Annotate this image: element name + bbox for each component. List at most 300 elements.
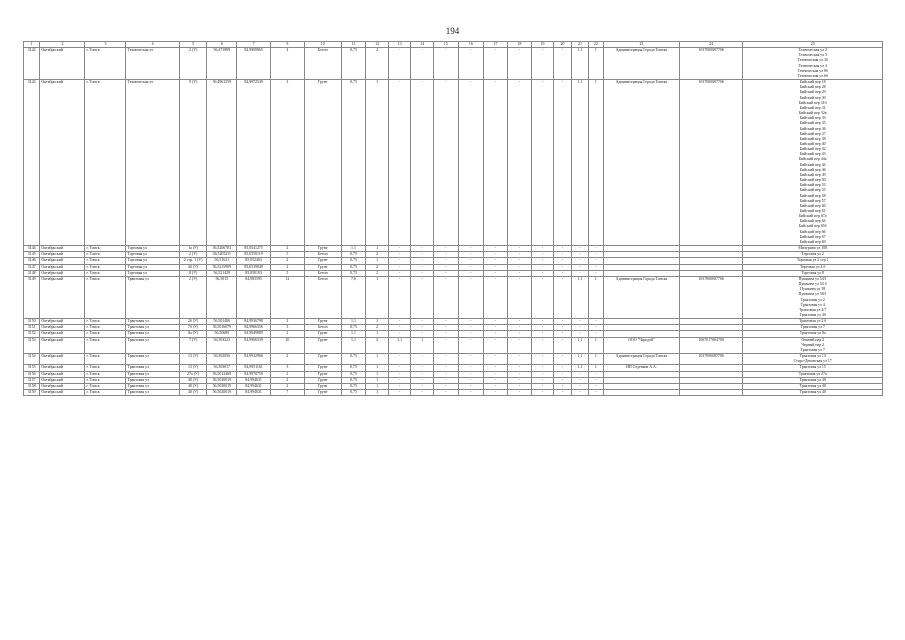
table-cell: 0,75 — [341, 258, 366, 264]
table-cell: Бетон — [304, 270, 341, 276]
table-cell: г. Томск — [85, 377, 126, 383]
table-cell: г. Томск — [85, 246, 126, 252]
table-cell: 56,521429 — [207, 270, 237, 276]
address-item: Бийский пер 57 — [799, 198, 826, 203]
table-cell: Трактовая ул — [126, 276, 179, 318]
table-cell: - — [388, 365, 411, 371]
table-cell: 0,75 — [341, 383, 366, 389]
table-cell: 5 — [270, 252, 304, 258]
address-item: Трактовая ул 4 — [800, 302, 825, 307]
table-cell: 1 — [366, 331, 389, 337]
table-cell: 2 стр. 1 (У) — [179, 258, 207, 264]
address-item: Трактовая ул 13 — [799, 354, 826, 359]
address-item: Бийский пер 37 — [799, 131, 826, 136]
table-cell: 56,503017 — [207, 365, 237, 371]
table-cell: 3145 — [24, 252, 40, 258]
table-cell: Техническая ул — [126, 80, 179, 246]
table-cell: - — [484, 383, 508, 389]
table-cell: 56,5016079 — [207, 325, 237, 331]
table-cell: - — [553, 319, 571, 325]
table-row — [24, 276, 883, 318]
table-cell: - — [388, 354, 411, 365]
table-cell: - — [388, 48, 411, 80]
table-cell: Торговая ул — [126, 264, 179, 270]
table-cell: - — [553, 80, 571, 246]
table-cell: - — [458, 325, 484, 331]
table-cell: - — [433, 371, 458, 377]
table-cell: - — [572, 319, 588, 325]
table-cell: 1 — [366, 377, 389, 383]
table-cell: 1 — [588, 276, 603, 318]
table-cell: - — [572, 325, 588, 331]
address-item: Трактовая ул 4б — [799, 312, 826, 317]
address-item: Пушкина ул 54 б — [798, 282, 827, 287]
table-cell: - — [458, 337, 484, 353]
table-cell: Октябрьский — [40, 331, 85, 337]
table-cell: - — [458, 319, 484, 325]
table-cell: 56,502056 — [207, 354, 237, 365]
header-cell: 16 — [458, 42, 484, 48]
table-cell: - — [507, 80, 532, 246]
header-cell: 4 — [126, 42, 179, 48]
table-cell: Грунт — [304, 354, 341, 365]
table-cell: - — [588, 377, 603, 383]
table-cell: - — [553, 383, 571, 389]
table-cell: 3142 — [24, 48, 40, 80]
table-cell: 0,75 — [341, 48, 366, 80]
table-cell: 3155 — [24, 365, 40, 371]
table-cell: Грунт — [304, 365, 341, 371]
table-cell: - — [572, 270, 588, 276]
header-cell: 3 — [85, 42, 126, 48]
table-cell: Октябрьский — [40, 354, 85, 365]
table-cell: Бетон — [304, 276, 341, 318]
table-cell: - — [458, 371, 484, 377]
table-cell: ИП Седенков А.А. — [604, 365, 680, 371]
header-cell: 5 — [179, 42, 207, 48]
table-cell: 56,5015 — [207, 276, 237, 318]
table-cell: Октябрьский — [40, 48, 85, 80]
address-item: Трактовая ул 4/7 — [799, 307, 827, 312]
table-cell: - — [572, 258, 588, 264]
address-item: Бийский пер 32в — [798, 111, 827, 116]
table-cell: - — [411, 331, 434, 337]
table-cell: - — [388, 246, 411, 252]
table-cell: 1,1 — [572, 276, 588, 318]
table-cell: - — [411, 371, 434, 377]
table-cell: 56,5206703 — [207, 246, 237, 252]
header-cell: 21 — [572, 42, 588, 48]
table-cell: - — [507, 264, 532, 270]
header-cell: 12 — [366, 42, 389, 48]
table-cell: - — [532, 264, 554, 270]
address-item: Бийский пер 38 — [799, 136, 826, 141]
address-item: Бийский пер 31 — [799, 105, 826, 110]
table-row — [24, 390, 883, 396]
table-cell: 2 — [270, 377, 304, 383]
address-item: Омичей пер 2 — [801, 337, 825, 342]
table-cell: - — [484, 365, 508, 371]
table-cell: 84,9966339 — [237, 337, 271, 353]
table-cell: 2 — [270, 319, 304, 325]
address-item: Бийский пер 50 — [799, 178, 826, 183]
table-cell: Трактовая ул — [126, 331, 179, 337]
table-cell: - — [433, 354, 458, 365]
table-cell: - — [553, 354, 571, 365]
table-cell: - — [553, 48, 571, 80]
table-cell: 56,50689 — [207, 331, 237, 337]
address-item: Торговая ул 8 — [801, 270, 824, 275]
table-cell: 8 (У) — [179, 270, 207, 276]
table-cell: - — [433, 270, 458, 276]
table-cell: - — [433, 383, 458, 389]
table-cell: 85,058103 — [237, 270, 271, 276]
table-cell: - — [433, 264, 458, 270]
table-cell: 2 — [270, 258, 304, 264]
table-cell: - — [411, 264, 434, 270]
table-cell: г. Томск — [85, 264, 126, 270]
table-cell: - — [588, 325, 603, 331]
table-cell: - — [388, 80, 411, 246]
table-cell: - — [433, 365, 458, 371]
table-cell: - — [411, 252, 434, 258]
table-cell: 3152 — [24, 331, 40, 337]
table-cell: Грунт — [304, 80, 341, 246]
table-cell: - — [532, 377, 554, 383]
address-item: Трактовая ул 15 — [799, 365, 826, 370]
table-cell: 84,9932966 — [237, 354, 271, 365]
address-item: Техническая ул 6б — [797, 73, 828, 78]
table-cell: 2 — [366, 252, 389, 258]
table-cell: 0,75 — [341, 270, 366, 276]
address-item: Бийский пер 18 — [799, 80, 826, 85]
table-cell: 4 — [366, 337, 389, 353]
table-cell: 84,9951161 — [237, 365, 271, 371]
table-cell: - — [484, 276, 508, 318]
table-cell: - — [507, 354, 532, 365]
table-cell — [679, 390, 743, 396]
table-cell: г. Томск — [85, 337, 126, 353]
header-cell: 18 — [507, 42, 532, 48]
table-cell: 1,1 — [341, 319, 366, 325]
table-cell: - — [411, 48, 434, 80]
table-cell: - — [507, 325, 532, 331]
header-cell: 23 — [604, 42, 680, 48]
table-cell: Октябрьский — [40, 264, 85, 270]
table-cell: 1 — [366, 383, 389, 389]
table-cell: - — [433, 331, 458, 337]
address-item: Трактовая ул 7 — [800, 347, 825, 352]
table-cell: Грунт — [304, 383, 341, 389]
table-cell: - — [507, 337, 532, 353]
table-cell: г. Томск — [85, 319, 126, 325]
table-cell: 3154 — [24, 354, 40, 365]
table-cell: 1 — [366, 276, 389, 318]
table-cell: - — [433, 337, 458, 353]
table-cell: - — [553, 258, 571, 264]
table-cell: - — [507, 319, 532, 325]
address-list — [743, 337, 883, 353]
table-cell: 3147 — [24, 264, 40, 270]
table-cell: - — [484, 258, 508, 264]
address-item: Трактовая ул 40 — [799, 383, 826, 388]
table-cell: - — [388, 270, 411, 276]
table-cell: 3150 — [24, 319, 40, 325]
table-cell: - — [507, 331, 532, 337]
table-cell: 3153 — [24, 337, 40, 353]
table-cell: 1037000087706 — [679, 80, 743, 246]
table-cell: - — [484, 331, 508, 337]
table-cell: Бетон — [304, 325, 341, 331]
table-cell: 84,9972549 — [237, 80, 271, 246]
table-cell: 1 — [588, 80, 603, 246]
table-cell: г. Томск — [85, 258, 126, 264]
table-cell: 7б (У) — [179, 325, 207, 331]
table-cell: - — [411, 377, 434, 383]
table-cell: Октябрьский — [40, 252, 85, 258]
table-cell: 1,1 — [572, 354, 588, 365]
table-cell: - — [433, 276, 458, 318]
table-cell: - — [572, 390, 588, 396]
table-cell: - — [553, 377, 571, 383]
table-cell: 1а (У) — [179, 246, 207, 252]
address-item: Бийский пер 44а — [798, 157, 827, 162]
address-item: Бийский пер 46 — [799, 167, 826, 172]
table-cell: 7 (У) — [179, 337, 207, 353]
table-cell: 1,1 — [341, 246, 366, 252]
table-cell: 84,9966356 — [237, 325, 271, 331]
table-cell: - — [532, 383, 554, 389]
table-cell: - — [484, 377, 508, 383]
table-cell: 3156 — [24, 371, 40, 377]
table-cell: - — [507, 377, 532, 383]
table-cell: - — [433, 319, 458, 325]
table-cell: Октябрьский — [40, 371, 85, 377]
table-cell: Октябрьский — [40, 383, 85, 389]
address-item: Техническая ул 8б — [797, 68, 828, 73]
table-cell: Торговая ул — [126, 246, 179, 252]
table-cell: 12 — [270, 276, 304, 318]
table-cell: 2 — [366, 264, 389, 270]
table-cell: 1 — [588, 337, 603, 353]
table-cell: - — [553, 337, 571, 353]
table-cell: - — [433, 377, 458, 383]
table-cell: Трактовая ул — [126, 354, 179, 365]
table-cell: - — [507, 252, 532, 258]
table-cell: - — [532, 48, 554, 80]
table-cell: - — [458, 48, 484, 80]
table-cell: - — [458, 383, 484, 389]
table-cell: г. Томск — [85, 371, 126, 377]
table-cell: - — [433, 325, 458, 331]
table-cell: - — [507, 270, 532, 276]
table-cell: Грунт — [304, 390, 341, 396]
table-cell: - — [433, 246, 458, 252]
table-cell: - — [433, 390, 458, 396]
table-cell: Администрация Города Томска — [604, 80, 680, 246]
table-cell: - — [411, 80, 434, 246]
table-cell: Грунт — [304, 377, 341, 383]
header-cell: 15 — [433, 42, 458, 48]
table-cell: - — [388, 276, 411, 318]
table-cell: - — [588, 390, 603, 396]
table-cell: 1 — [366, 246, 389, 252]
table-cell: 1037000087706 — [679, 48, 743, 80]
header-cell: 14 — [411, 42, 434, 48]
table-cell: - — [433, 258, 458, 264]
table-cell: - — [484, 354, 508, 365]
table-cell: - — [532, 319, 554, 325]
table-cell: - — [458, 270, 484, 276]
table-cell: - — [411, 325, 434, 331]
table-cell: 5 — [270, 270, 304, 276]
table-cell: 0,75 — [341, 371, 366, 377]
table-cell: 3146 — [24, 258, 40, 264]
table-cell: Октябрьский — [40, 258, 85, 264]
table-cell: 1 — [366, 80, 389, 246]
address-item: Техническая ул 3 — [798, 53, 827, 58]
table-cell: - — [458, 80, 484, 246]
table-cell: Трактовая ул — [126, 390, 179, 396]
table-cell: - — [458, 390, 484, 396]
table-cell: 3149 — [24, 276, 40, 318]
table-cell: 1 — [366, 371, 389, 377]
table-cell: - — [507, 371, 532, 377]
table-cell: 2 — [270, 246, 304, 252]
table-cell: 84,9936798 — [237, 319, 271, 325]
table-cell: 84,994631 — [237, 390, 271, 396]
table-cell: - — [507, 390, 532, 396]
address-item: Бийский пер 29 — [799, 90, 826, 95]
table-cell: 4 — [270, 48, 304, 80]
table-cell: 1 — [588, 354, 603, 365]
table-cell: - — [532, 276, 554, 318]
table-cell: - — [588, 371, 603, 377]
table-cell: - — [588, 331, 603, 337]
table-cell: - — [507, 383, 532, 389]
table-cell: 56,5012469 — [207, 371, 237, 377]
table-cell: - — [484, 48, 508, 80]
address-item: Торговая ул 2 — [801, 252, 824, 257]
table-cell: 1,1 — [572, 48, 588, 80]
address-item: Бийский пер 28 — [799, 85, 826, 90]
table-cell: - — [572, 331, 588, 337]
table-cell: 85,0539849 — [237, 264, 271, 270]
table-cell: 2 — [270, 331, 304, 337]
table-cell: Октябрьский — [40, 80, 85, 246]
table-cell: - — [553, 365, 571, 371]
table-cell: - — [484, 246, 508, 252]
table-cell: 56,5020019 — [207, 377, 237, 383]
table-cell: 3 — [270, 325, 304, 331]
table-cell: 84,994631 — [237, 377, 271, 383]
table-cell: 1,1 — [572, 80, 588, 246]
table-cell: 3159 — [24, 390, 40, 396]
table-cell: 56,503223 — [207, 337, 237, 353]
address-item: Пушкина ул 58 — [800, 287, 826, 292]
table-cell: 1,1 — [341, 337, 366, 353]
address-item: Бийский пер 61 — [799, 209, 826, 213]
table-cell: ООО "Чародей" — [604, 337, 680, 353]
table-cell: - — [411, 365, 434, 371]
table-cell: - — [388, 377, 411, 383]
table-cell: Торговая ул — [126, 252, 179, 258]
table-cell: 2б (У) — [179, 319, 207, 325]
table-row — [24, 80, 883, 246]
table-cell: - — [572, 383, 588, 389]
table-row — [24, 354, 883, 365]
table-cell: - — [572, 246, 588, 252]
table-cell: 56,501486 — [207, 319, 237, 325]
table-cell: - — [532, 325, 554, 331]
table-cell: - — [458, 252, 484, 258]
header-cell: 10 — [304, 42, 341, 48]
table-cell: 3143 — [24, 80, 40, 246]
table-cell: 84,9970759 — [237, 371, 271, 377]
table-cell: - — [388, 252, 411, 258]
table-cell: г. Томск — [85, 325, 126, 331]
table-cell: 2 — [270, 354, 304, 365]
address-item: Бийский пер 64 — [799, 219, 826, 224]
table-cell: 4б (У) — [179, 264, 207, 270]
address-item: Бийский пер 65б — [798, 224, 827, 229]
table-cell: 1 — [366, 390, 389, 396]
table-cell: Торговая ул — [126, 258, 179, 264]
table-cell: - — [484, 390, 508, 396]
table-cell: 1,1 — [572, 337, 588, 353]
address-item: Торговая ул 2 стр 1 — [796, 258, 829, 263]
table-cell: 2 — [366, 325, 389, 331]
table-cell: Октябрьский — [40, 270, 85, 276]
table-cell: Трактовая ул — [126, 325, 179, 331]
table-cell: - — [484, 252, 508, 258]
table-cell: - — [507, 276, 532, 318]
address-item: Черный пер 2 — [801, 342, 825, 347]
table-cell: - — [532, 258, 554, 264]
table-cell: Грунт — [304, 331, 341, 337]
table-cell: 0,75 — [341, 80, 366, 246]
table-cell: - — [507, 258, 532, 264]
address-item: Трактовая ул 40 — [799, 377, 826, 382]
table-cell: 1,1 — [341, 331, 366, 337]
table-cell: - — [411, 276, 434, 318]
table-cell: 1 — [588, 365, 603, 371]
table-cell: - — [484, 325, 508, 331]
table-cell: - — [458, 365, 484, 371]
address-item: Бийский пер 42 — [799, 147, 826, 152]
address-item: Техническая ул 4 — [798, 63, 827, 68]
table-cell: - — [484, 80, 508, 246]
table-cell: 56,471889 — [207, 48, 237, 80]
table-cell: - — [532, 365, 554, 371]
table-cell: 1 — [366, 354, 389, 365]
address-item: Бийский пер 43 — [799, 152, 826, 157]
table-cell: 40 (У) — [179, 377, 207, 383]
table-cell: - — [388, 390, 411, 396]
table-cell: 1037000087706 — [679, 354, 743, 365]
table-cell: 85,052463 — [237, 258, 271, 264]
table-cell: - — [572, 264, 588, 270]
table-cell: - — [572, 377, 588, 383]
table-cell: - — [588, 270, 603, 276]
table-cell: 3148 — [24, 270, 40, 276]
table-cell: 1 — [588, 48, 603, 80]
table-cell: Техническая ул — [126, 48, 179, 80]
table-cell: - — [484, 319, 508, 325]
header-cell: 20 — [553, 42, 571, 48]
header-cell: 6 — [207, 42, 237, 48]
table-cell: - — [388, 325, 411, 331]
